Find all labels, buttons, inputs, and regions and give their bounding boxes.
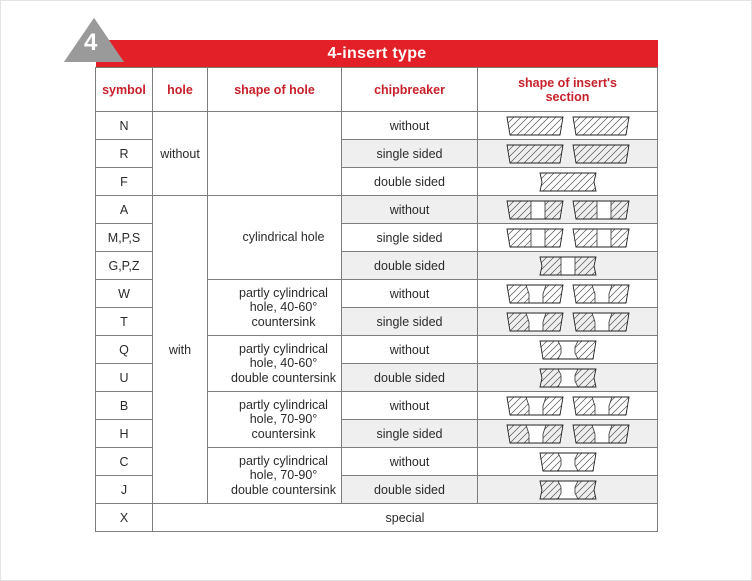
- section-cell: [478, 308, 658, 336]
- chipbreaker-cell: single sided: [342, 224, 478, 252]
- insert-section-shape: [539, 369, 597, 387]
- section-cell: [478, 336, 658, 364]
- header-section-line1: shape of insert's: [518, 75, 617, 90]
- symbol-cell: J: [96, 476, 153, 504]
- shape-line: double countersink: [231, 482, 336, 497]
- special-cell: special: [153, 504, 658, 532]
- header-shape: shape of hole: [208, 68, 342, 112]
- chipbreaker-cell: double sided: [342, 364, 478, 392]
- insert-section-shape: [555, 201, 630, 219]
- header-hole: hole: [153, 68, 208, 112]
- header-section-line2: section: [545, 89, 590, 104]
- section-drawing: [506, 312, 630, 332]
- section-drawing: [539, 256, 597, 276]
- chipbreaker-cell: single sided: [342, 308, 478, 336]
- chipbreaker-cell: double sided: [342, 476, 478, 504]
- chipbreaker-cell: without: [342, 336, 478, 364]
- section-drawing: [539, 452, 597, 472]
- section-cell: [478, 420, 658, 448]
- chipbreaker-cell: without: [342, 280, 478, 308]
- symbol-cell: M,P,S: [96, 224, 153, 252]
- symbol-cell: B: [96, 392, 153, 420]
- insert-section-shape: [539, 257, 597, 275]
- shape-line: partly cylindrical: [239, 453, 328, 468]
- section-drawing: [539, 480, 597, 500]
- symbol-cell: C: [96, 448, 153, 476]
- section-drawing: [506, 424, 630, 444]
- section-cell: [478, 448, 658, 476]
- insert-section-shape: [555, 313, 630, 331]
- insert-section-shape: [539, 481, 597, 499]
- chipbreaker-cell: double sided: [342, 168, 478, 196]
- section-drawing: [506, 228, 630, 248]
- chipbreaker-cell: single sided: [342, 140, 478, 168]
- header-section: [478, 68, 658, 112]
- shape-cell-cylindrical: cylindrical hole: [208, 196, 342, 280]
- chipbreaker-cell: single sided: [342, 420, 478, 448]
- section-cell: [478, 364, 658, 392]
- symbol-cell: W: [96, 280, 153, 308]
- section-drawing: [539, 340, 597, 360]
- shape-cell-pc7090-countersink: [208, 392, 342, 448]
- shape-line: double countersink: [231, 370, 336, 385]
- table-row: [96, 504, 658, 532]
- shape-line: partly cylindrical: [239, 285, 328, 300]
- shape-line: partly cylindrical: [239, 341, 328, 356]
- table-row: [96, 196, 658, 224]
- section-drawing: [539, 368, 597, 388]
- symbol-cell: R: [96, 140, 153, 168]
- symbol-cell: U: [96, 364, 153, 392]
- shape-line: countersink: [251, 426, 316, 441]
- section-cell: [478, 252, 658, 280]
- symbol-cell: N: [96, 112, 153, 140]
- chipbreaker-cell: without: [342, 196, 478, 224]
- insert-type-table: [95, 67, 658, 532]
- hole-cell-with: with: [153, 196, 208, 504]
- section-drawing: [506, 396, 630, 416]
- section-cell: [478, 280, 658, 308]
- shape-line: partly cylindrical: [239, 397, 328, 412]
- section-cell: [478, 140, 658, 168]
- section-cell: [478, 224, 658, 252]
- section-drawing: [506, 284, 630, 304]
- shape-line: hole, 40-60°: [249, 300, 318, 315]
- chipbreaker-cell: without: [342, 392, 478, 420]
- section-cell: [478, 168, 658, 196]
- shape-cell-pc7090-double-countersink: [208, 448, 342, 504]
- symbol-cell: H: [96, 420, 153, 448]
- insert-section-shape: [555, 117, 630, 135]
- shape-line: hole, 70-90°: [249, 468, 318, 483]
- page-title: 4-insert type: [327, 45, 427, 62]
- shape-line: countersink: [251, 314, 316, 329]
- shape-line: hole, 70-90°: [249, 412, 318, 427]
- insert-section-shape: [555, 285, 630, 303]
- chipbreaker-cell: without: [342, 448, 478, 476]
- section-cell: [478, 196, 658, 224]
- symbol-cell: T: [96, 308, 153, 336]
- header-chipbreaker: chipbreaker: [342, 68, 478, 112]
- insert-section-shape: [555, 397, 630, 415]
- section-cell: [478, 476, 658, 504]
- insert-section-shape: [555, 145, 630, 163]
- symbol-cell: F: [96, 168, 153, 196]
- symbol-cell: G,P,Z: [96, 252, 153, 280]
- hole-cell-without: without: [153, 112, 208, 196]
- shape-line: hole, 40-60°: [249, 356, 318, 371]
- table-row: [96, 112, 658, 140]
- shape-cell-pc4060-double-countersink: [208, 336, 342, 392]
- section-drawing: [506, 116, 630, 136]
- section-drawing: [539, 172, 597, 192]
- insert-section-shape: [539, 173, 597, 191]
- insert-section-shape: [555, 229, 630, 247]
- section-drawing: [506, 200, 630, 220]
- chipbreaker-cell: without: [342, 112, 478, 140]
- shape-cell-pc4060-countersink: [208, 280, 342, 336]
- header-row: [96, 68, 658, 112]
- insert-section-shape: [539, 341, 597, 359]
- symbol-cell: X: [96, 504, 153, 532]
- insert-section-shape: [539, 453, 597, 471]
- section-cell: [478, 392, 658, 420]
- insert-section-shape: [555, 425, 630, 443]
- section-drawing: [506, 144, 630, 164]
- header-symbol: symbol: [96, 68, 153, 112]
- symbol-cell: Q: [96, 336, 153, 364]
- shape-cell-empty: [208, 112, 342, 196]
- symbol-cell: A: [96, 196, 153, 224]
- badge-number: 4: [84, 29, 98, 56]
- section-cell: [478, 112, 658, 140]
- chipbreaker-cell: double sided: [342, 252, 478, 280]
